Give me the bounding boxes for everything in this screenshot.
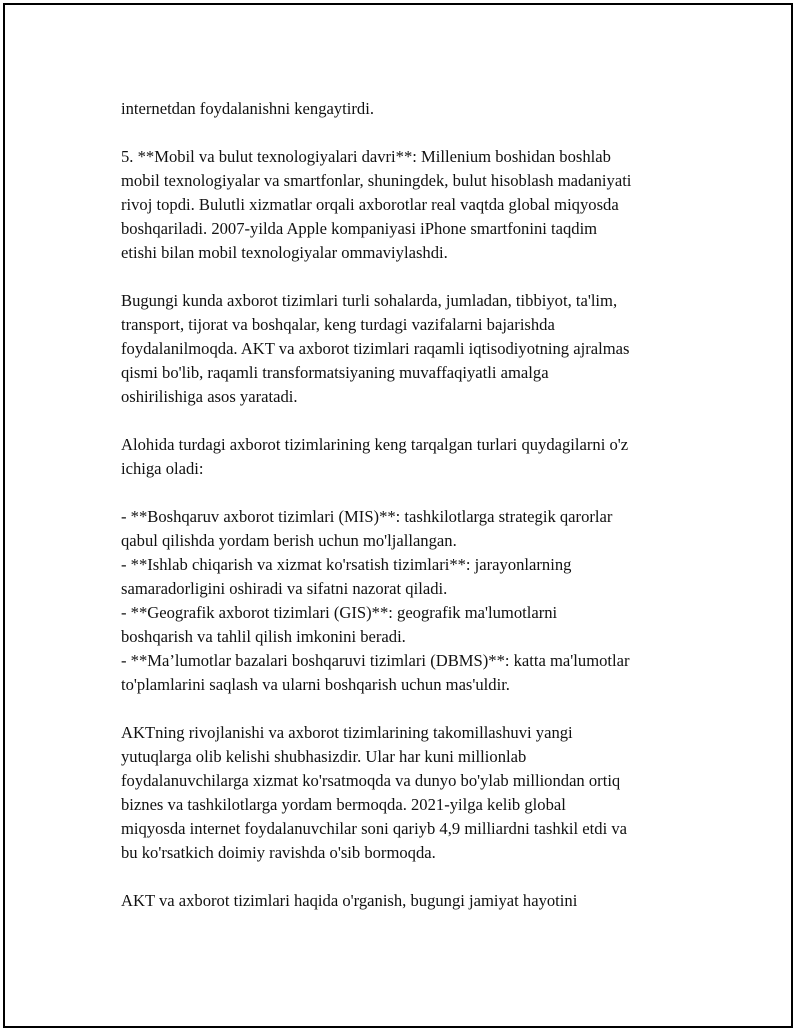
text-line: - **Geografik axborot tizimlari (GIS)**: geografik ma'lumotlarni [121,603,558,622]
paragraph-types-intro [121,433,701,481]
text-line: mobil texnologiyalar va smartfonlar, shuningdek, bulut hisoblash madaniyati [121,171,632,190]
text-line: foydalanilmoqda. AKT va axborot tizimlari raqamli iqtisodiyotning ajralmas [121,339,630,358]
text-line: internetdan foydalanishni kengaytirdi. [121,99,374,118]
text-line: oshirilishiga asos yaratadi. [121,387,298,406]
page-frame [3,3,793,1028]
text-line: to'plamlarini saqlash va ularni boshqarish uchun mas'uldir. [121,675,510,694]
text-line: yutuqlarga olib kelishi shubhasizdir. Ular har kuni millionlab [121,747,527,766]
paragraph-spacer [121,409,701,433]
text-line: etishi bilan mobil texnologiyalar ommaviylashdi. [121,243,448,262]
text-line: - **Ishlab chiqarish va xizmat ko'rsatish tizimlari**: jarayonlarning [121,555,572,574]
paragraph-development [121,721,701,865]
text-line: - **Ma’lumotlar bazalari boshqaruvi tizimlari (DBMS)**: katta ma'lumotlar [121,651,630,670]
text-line: AKT va axborot tizimlari haqida o'rganish, bugungi jamiyat hayotini [121,891,578,910]
paragraph-spacer [121,121,701,145]
text-line: miqyosda internet foydalanuvchilar soni qariyb 4,9 milliardni tashkil etdi va [121,819,627,838]
text-line: - **Boshqaruv axborot tizimlari (MIS)**: tashkilotlarga strategik qarorlar [121,507,613,526]
paragraph-final-partial [121,889,701,913]
bullet-list-types [121,505,701,697]
paragraph-spacer [121,481,701,505]
text-line: samaradorligini oshiradi va sifatni nazorat qiladi. [121,579,448,598]
text-line: ichiga oladi: [121,459,204,478]
text-line: Bugungi kunda axborot tizimlari turli sohalarda, jumladan, tibbiyot, ta'lim, [121,291,618,310]
paragraph-spacer [121,265,701,289]
paragraph-spacer [121,865,701,889]
text-line: bu ko'rsatkich doimiy ravishda o'sib bormoqda. [121,843,436,862]
text-line: qismi bo'lib, raqamli transformatsiyaning muvaffaqiyatli amalga [121,363,549,382]
text-line: qabul qilishda yordam berish uchun mo'ljallangan. [121,531,457,550]
text-line: boshqariladi. 2007-yilda Apple kompaniyasi iPhone smartfonini taqdim [121,219,598,238]
text-line: 5. **Mobil va bulut texnologiyalari davri**: Millenium boshidan boshlab [121,147,611,166]
paragraph-continuation [121,97,701,121]
paragraph-today [121,289,701,409]
text-line: transport, tijorat va boshqalar, keng turdagi vazifalarni bajarishda [121,315,555,334]
list-item-5-mobile-cloud [121,145,701,265]
text-line: Alohida turdagi axborot tizimlarining keng tarqalgan turlari quydagilarni o'z [121,435,629,454]
paragraph-spacer [121,697,701,721]
text-line: biznes va tashkilotlarga yordam bermoqda. 2021-yilga kelib global [121,795,566,814]
text-line: boshqarish va tahlil qilish imkonini beradi. [121,627,406,646]
text-line: AKTning rivojlanishi va axborot tizimlarining takomillashuvi yangi [121,723,573,742]
text-line: foydalanuvchilarga xizmat ko'rsatmoqda va dunyo bo'ylab milliondan ortiq [121,771,621,790]
document-body [121,97,701,913]
text-line: rivoj topdi. Bulutli xizmatlar orqali axborotlar real vaqtda global miqyosda [121,195,619,214]
